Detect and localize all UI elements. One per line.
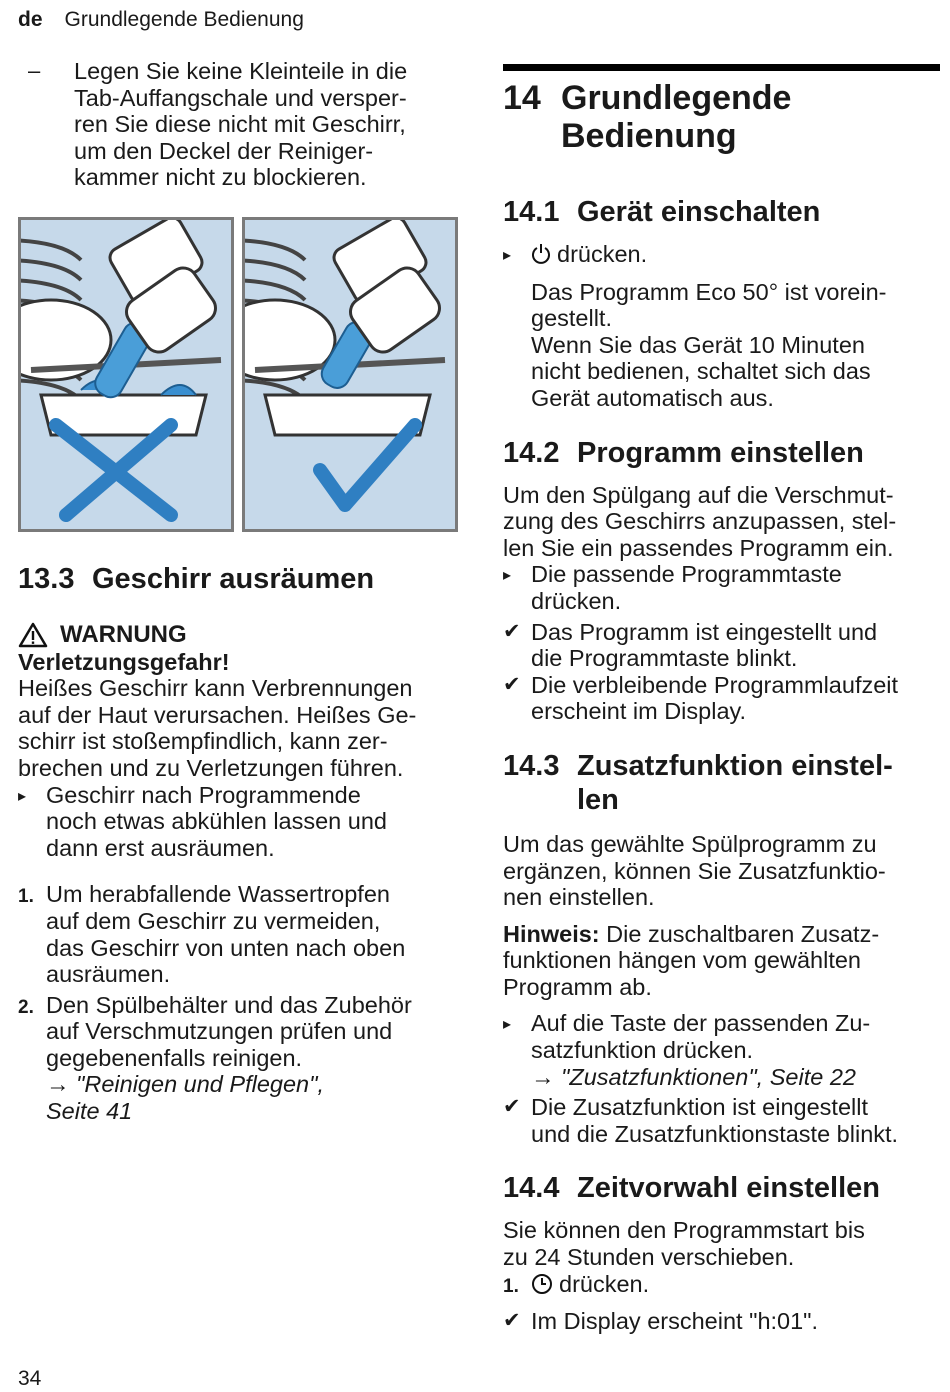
section-title: Programm einstellen bbox=[577, 436, 864, 469]
cross-reference-link[interactable] bbox=[46, 1071, 458, 1098]
wrong-loading-illustration bbox=[18, 217, 234, 532]
intro-line: Um das gewählte Spülprogramm zu bbox=[503, 830, 877, 857]
section-heading-14-1 bbox=[503, 195, 940, 229]
result-line: gestellt. bbox=[531, 305, 612, 332]
intro-dash-item bbox=[18, 58, 458, 191]
result-line: nicht bedienen, schaltet sich das bbox=[531, 358, 871, 385]
chapter-number: 14 bbox=[503, 79, 541, 117]
illustrations bbox=[18, 217, 458, 532]
action-line: satzfunktion drücken. bbox=[531, 1037, 754, 1064]
action-line: Geschirr nach Programmende bbox=[46, 781, 361, 808]
warning-line: brechen und zu Verletzungen führen. bbox=[18, 754, 404, 781]
step-number: 1. bbox=[18, 886, 34, 908]
intro-line: len Sie ein passendes Programm ein. bbox=[503, 534, 894, 561]
intro-line: um den Deckel der Reiniger- bbox=[74, 137, 374, 164]
language-tag: de bbox=[18, 8, 43, 31]
right-column bbox=[503, 64, 940, 1335]
result-line: Wenn Sie das Gerät 10 Minuten bbox=[531, 331, 865, 358]
s2-action bbox=[503, 561, 940, 614]
result-line: Gerät automatisch aus. bbox=[531, 384, 774, 411]
power-icon bbox=[531, 243, 551, 271]
warning-block bbox=[18, 622, 458, 861]
section-title-line: len bbox=[577, 783, 619, 816]
checkmark-icon: ✔ bbox=[503, 672, 521, 696]
step-line: ausräumen. bbox=[46, 961, 171, 988]
section-number: 14.4 bbox=[503, 1172, 560, 1205]
arrow-right-icon: → bbox=[46, 1071, 70, 1098]
left-column bbox=[18, 58, 458, 1125]
warning-subtitle: Verletzungsgefahr! bbox=[18, 648, 230, 675]
intro-line: ergänzen, können Sie Zusatzfunktio- bbox=[503, 857, 886, 884]
header-title: Grundlegende Bedienung bbox=[64, 8, 304, 31]
s2-result-2 bbox=[503, 672, 940, 725]
wrong-illustration-svg bbox=[21, 220, 231, 529]
note-line: Programm ab. bbox=[503, 973, 652, 1000]
intro-line: zung des Geschirrs anzupassen, stel- bbox=[503, 508, 897, 535]
intro-line: kammer nicht zu blockieren. bbox=[74, 164, 367, 191]
section-heading-13-3 bbox=[18, 562, 458, 596]
chapter-heading bbox=[503, 79, 940, 155]
section-heading-14-4 bbox=[503, 1171, 940, 1205]
section-number: 14.2 bbox=[503, 436, 560, 469]
result-line: Im Display erscheint "h:01". bbox=[531, 1308, 819, 1335]
note-label: Hinweis: bbox=[503, 920, 600, 947]
action-line: drücken. bbox=[531, 587, 622, 614]
intro-line: ren Sie diese nicht mit Geschirr, bbox=[74, 111, 406, 138]
correct-illustration-svg bbox=[245, 220, 455, 529]
intro-line: zu 24 Stunden verschieben. bbox=[503, 1244, 795, 1271]
result-line: Das Programm Eco 50° ist vorein- bbox=[531, 278, 887, 305]
checkmark-icon: ✔ bbox=[503, 1309, 521, 1333]
checkmark-icon: ✔ bbox=[503, 619, 521, 643]
warning-action-item bbox=[18, 782, 458, 862]
intro-line: Um den Spülgang auf die Verschmut- bbox=[503, 481, 894, 508]
clock-icon bbox=[531, 1273, 553, 1301]
step-1 bbox=[18, 881, 458, 987]
section-title: Gerät einschalten bbox=[577, 196, 821, 228]
section-number: 13.3 bbox=[18, 562, 75, 595]
action-line: Auf die Taste der passenden Zu- bbox=[531, 1010, 871, 1037]
result-line: und die Zusatzfunktionstaste blinkt. bbox=[531, 1120, 899, 1147]
step-number: 2. bbox=[18, 996, 34, 1018]
triangle-right-icon: ▸ bbox=[503, 247, 512, 264]
warning-line: Heißes Geschirr kann Verbrennungen bbox=[18, 675, 413, 702]
note-line: funktionen hängen vom gewählten bbox=[503, 947, 861, 974]
section-heading-14-3 bbox=[503, 749, 940, 817]
dash-marker: – bbox=[28, 58, 41, 83]
checkmark-icon: ✔ bbox=[503, 1095, 521, 1119]
warning-triangle-icon bbox=[18, 622, 48, 648]
triangle-right-icon: ▸ bbox=[18, 787, 27, 805]
arrow-right-icon: → bbox=[531, 1063, 555, 1090]
chapter-title-line: Bedienung bbox=[561, 117, 737, 155]
step-line: Den Spülbehälter und das Zubehör bbox=[46, 991, 412, 1018]
s4-step bbox=[503, 1271, 940, 1301]
step-line: auf Verschmutzungen prüfen und bbox=[46, 1018, 393, 1045]
result-line: Die Zusatzfunktion ist eingestellt bbox=[531, 1094, 868, 1121]
cross-reference-link[interactable] bbox=[531, 1064, 940, 1091]
section-title: Zeitvorwahl einstellen bbox=[577, 1172, 880, 1205]
section-title-line: Zusatzfunktion einstel- bbox=[577, 749, 893, 782]
reference-page: Seite 41 bbox=[46, 1098, 133, 1125]
section-title: Geschirr ausräumen bbox=[92, 562, 375, 595]
warning-line: auf der Haut verursachen. Heißes Ge- bbox=[18, 701, 417, 728]
intro-line: nen einstellen. bbox=[503, 884, 655, 911]
result-line: die Programmtaste blinkt. bbox=[531, 645, 798, 672]
intro-line: Tab-Auffangschale und versper- bbox=[74, 84, 407, 111]
result-line: erscheint im Display. bbox=[531, 698, 747, 725]
action-text: drücken. bbox=[559, 1270, 650, 1297]
step-number: 1. bbox=[503, 1275, 519, 1297]
s4-result bbox=[503, 1308, 940, 1335]
page-header bbox=[18, 8, 304, 32]
warning-line: schirr ist stoßempfindlich, kann zer- bbox=[18, 728, 388, 755]
page-number: 34 bbox=[18, 1367, 42, 1390]
result-line: Das Programm ist eingestellt und bbox=[531, 618, 878, 645]
intro-line: Legen Sie keine Kleinteile in die bbox=[74, 58, 408, 84]
chapter-rule bbox=[503, 64, 940, 71]
triangle-right-icon: ▸ bbox=[503, 1016, 512, 1034]
warning-label: WARNUNG bbox=[60, 620, 187, 648]
s3-action bbox=[503, 1010, 940, 1090]
chapter-title-line: Grundlegende bbox=[561, 79, 792, 117]
action-text: drücken. bbox=[557, 241, 648, 267]
s1-action bbox=[503, 241, 940, 412]
action-line: Die passende Programmtaste bbox=[531, 561, 842, 588]
triangle-right-icon: ▸ bbox=[503, 567, 512, 585]
correct-loading-illustration bbox=[242, 217, 458, 532]
action-line: dann erst ausräumen. bbox=[46, 834, 275, 861]
section-heading-14-2 bbox=[503, 436, 940, 470]
note-block bbox=[503, 921, 940, 1001]
s3-result bbox=[503, 1094, 940, 1147]
result-line: Die verbleibende Programmlaufzeit bbox=[531, 671, 899, 698]
reference-text: "Reinigen und Pflegen", bbox=[76, 1071, 324, 1098]
s2-result-1 bbox=[503, 619, 940, 672]
section-number: 14.3 bbox=[503, 749, 560, 782]
action-line: noch etwas abkühlen lassen und bbox=[46, 808, 387, 835]
intro-line: Sie können den Programmstart bis bbox=[503, 1217, 865, 1244]
note-line: Die zuschaltbaren Zusatz- bbox=[599, 920, 880, 947]
step-line: auf dem Geschirr zu vermeiden, bbox=[46, 907, 381, 934]
step-line: das Geschirr von unten nach oben bbox=[46, 934, 406, 961]
step-line: gegebenenfalls reinigen. bbox=[46, 1044, 303, 1071]
section-number: 14.1 bbox=[503, 196, 560, 228]
step-line: Um herabfallende Wassertropfen bbox=[46, 881, 390, 908]
reference-text: "Zusatzfunktionen", Seite 22 bbox=[561, 1063, 856, 1090]
step-2 bbox=[18, 992, 458, 1125]
warning-heading bbox=[18, 622, 458, 649]
